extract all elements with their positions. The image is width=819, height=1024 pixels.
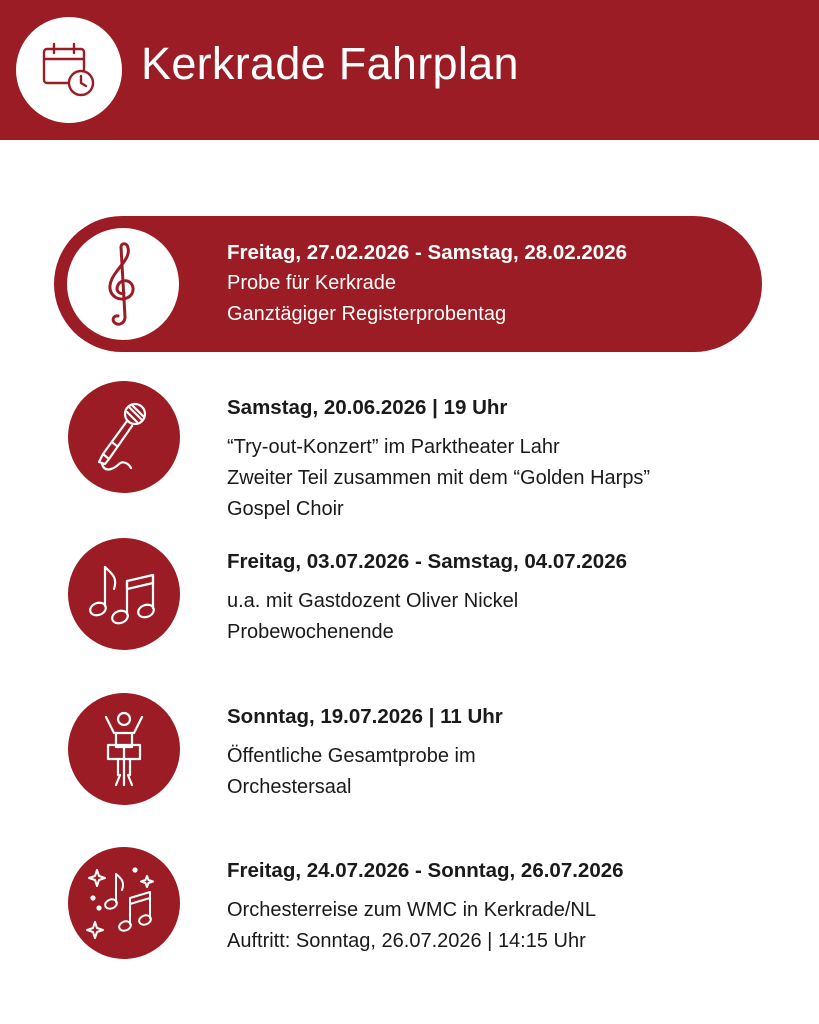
event-date: Freitag, 03.07.2026 - Samstag, 04.07.2026: [227, 550, 628, 573]
event-detail: Öffentliche Gesamtprobe im: [227, 745, 476, 767]
calendar-clock-icon: [39, 40, 99, 100]
event-detail: Orchesterreise zum WMC in Kerkrade/NL: [227, 899, 596, 921]
event-detail: Ganztägiger Registerprobentag: [227, 303, 507, 325]
event-text: [227, 547, 627, 648]
event-date: Sonntag, 19.07.2026 | 11 Uhr: [227, 705, 503, 728]
event-icon-badge: [68, 538, 180, 650]
featured-event-text: [227, 237, 627, 330]
event-icon-badge: [68, 381, 180, 493]
event-icon-badge: [68, 847, 180, 959]
event-detail: Auftritt: Sonntag, 26.07.2026 | 14:15 Uhr: [227, 930, 586, 952]
treble-clef-icon: [93, 239, 153, 329]
featured-icon-badge: [67, 228, 179, 340]
event-detail: u.a. mit Gastdozent Oliver Nickel: [227, 590, 519, 612]
event-detail: Gospel Choir: [227, 498, 344, 520]
event-date: Freitag, 27.02.2026 - Samstag, 28.02.2026: [227, 241, 628, 264]
conductor-icon: [94, 707, 154, 791]
sparkle-notes-icon: [85, 864, 163, 942]
event-date: Freitag, 24.07.2026 - Sonntag, 26.07.2026: [227, 859, 624, 882]
header-icon-badge: [16, 17, 122, 123]
microphone-icon: [89, 398, 159, 476]
event-date: Samstag, 20.06.2026 | 19 Uhr: [227, 396, 508, 419]
event-text: [227, 702, 503, 803]
event-detail: Zweiter Teil zusammen mit dem “Golden Harps”: [227, 467, 651, 489]
event-detail: Probe für Kerkrade: [227, 272, 396, 294]
header-banner: [0, 0, 819, 140]
event-text: [227, 393, 650, 525]
event-text: [227, 856, 624, 957]
event-icon-badge: [68, 693, 180, 805]
event-detail: Probewochenende: [227, 621, 394, 643]
music-notes-icon: [84, 559, 164, 629]
event-detail: Orchestersaal: [227, 776, 352, 798]
event-detail: “Try-out-Konzert” im Parktheater Lahr: [227, 436, 560, 458]
featured-event-card: [54, 216, 762, 352]
page-title: Kerkrade Fahrplan: [141, 38, 519, 89]
